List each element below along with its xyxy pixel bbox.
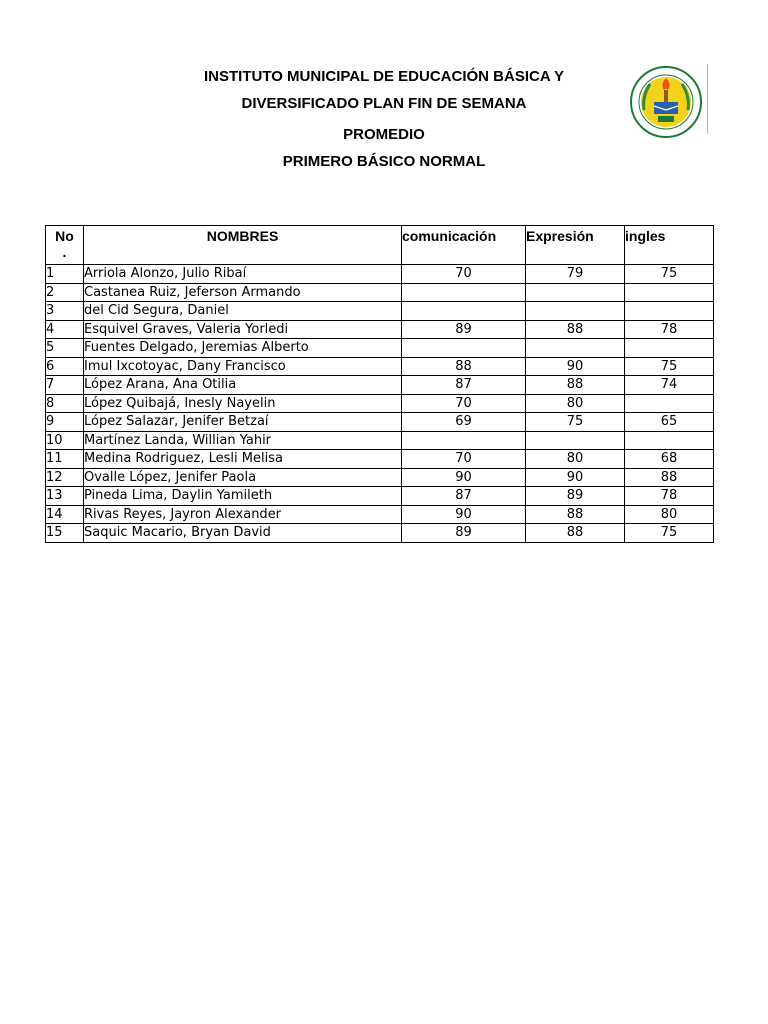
comunicacion-score-cell: 89 — [402, 524, 526, 543]
table-row — [46, 265, 714, 284]
student-name-cell: López Quibajá, Inesly Nayelin — [84, 394, 402, 413]
comunicacion-score-cell: 69 — [402, 413, 526, 432]
table-row — [46, 487, 714, 506]
row-number-cell: 1 — [46, 265, 84, 284]
expresion-score-cell: 75 — [526, 413, 625, 432]
table-row — [46, 413, 714, 432]
expresion-score-cell: 88 — [526, 524, 625, 543]
table-row — [46, 394, 714, 413]
document-subtitle: PROMEDIO — [343, 126, 425, 143]
student-name-cell: López Arana, Ana Otilia — [84, 376, 402, 395]
row-number-cell: 2 — [46, 283, 84, 302]
comunicacion-score-cell: 87 — [402, 376, 526, 395]
ingles-score-cell — [625, 339, 714, 358]
table-row — [46, 357, 714, 376]
ingles-score-cell: 78 — [625, 487, 714, 506]
row-number-cell: 15 — [46, 524, 84, 543]
table-header-row — [46, 226, 714, 265]
seal-divider — [707, 64, 708, 134]
table-row — [46, 468, 714, 487]
comunicacion-score-cell: 88 — [402, 357, 526, 376]
ingles-score-cell: 80 — [625, 505, 714, 524]
expresion-score-cell: 88 — [526, 376, 625, 395]
grades-table — [45, 225, 714, 543]
student-name-cell: del Cid Segura, Daniel — [84, 302, 402, 321]
student-name-cell: Medina Rodriguez, Lesli Melisa — [84, 450, 402, 469]
expresion-score-cell: 90 — [526, 357, 625, 376]
table-row — [46, 339, 714, 358]
expresion-score-cell — [526, 431, 625, 450]
student-name-cell: Castanea Ruiz, Jeferson Armando — [84, 283, 402, 302]
expresion-score-cell: 90 — [526, 468, 625, 487]
comunicacion-score-cell: 90 — [402, 468, 526, 487]
column-header-comunicacion: comunicación — [402, 226, 526, 265]
expresion-score-cell: 80 — [526, 450, 625, 469]
expresion-score-cell — [526, 302, 625, 321]
student-name-cell: Ovalle López, Jenifer Paola — [84, 468, 402, 487]
institution-name-line-2: DIVERSIFICADO PLAN FIN DE SEMANA — [241, 95, 527, 112]
row-number-cell: 4 — [46, 320, 84, 339]
row-number-cell: 7 — [46, 376, 84, 395]
row-number-cell: 5 — [46, 339, 84, 358]
ingles-score-cell: 65 — [625, 413, 714, 432]
table-row — [46, 505, 714, 524]
expresion-score-cell: 80 — [526, 394, 625, 413]
expresion-score-cell: 79 — [526, 265, 625, 284]
table-row — [46, 320, 714, 339]
comunicacion-score-cell — [402, 283, 526, 302]
ingles-score-cell — [625, 431, 714, 450]
student-name-cell: Saquic Macario, Bryan David — [84, 524, 402, 543]
ingles-score-cell: 78 — [625, 320, 714, 339]
table-row — [46, 302, 714, 321]
row-number-cell: 12 — [46, 468, 84, 487]
table-row — [46, 524, 714, 543]
table-row — [46, 450, 714, 469]
expresion-score-cell: 88 — [526, 320, 625, 339]
student-name-cell: Arriola Alonzo, Julio Ribaí — [84, 265, 402, 284]
expresion-score-cell: 88 — [526, 505, 625, 524]
ingles-score-cell: 75 — [625, 357, 714, 376]
column-header-expresion: Expresión — [526, 226, 625, 265]
row-number-cell: 9 — [46, 413, 84, 432]
column-header-names: NOMBRES — [84, 226, 402, 265]
table-row — [46, 376, 714, 395]
comunicacion-score-cell: 70 — [402, 265, 526, 284]
comunicacion-score-cell — [402, 431, 526, 450]
institution-seal-logo — [630, 66, 702, 138]
comunicacion-score-cell: 70 — [402, 394, 526, 413]
ingles-score-cell — [625, 283, 714, 302]
table-row — [46, 431, 714, 450]
ingles-score-cell — [625, 302, 714, 321]
row-number-cell: 14 — [46, 505, 84, 524]
column-header-number: No . — [46, 226, 84, 265]
institution-name-line-1: INSTITUTO MUNICIPAL DE EDUCACIÓN BÁSICA Y — [203, 68, 565, 85]
row-number-cell: 6 — [46, 357, 84, 376]
ingles-score-cell: 88 — [625, 468, 714, 487]
grade-level-title: PRIMERO BÁSICO NORMAL — [282, 153, 486, 170]
row-number-cell: 10 — [46, 431, 84, 450]
student-name-cell: Fuentes Delgado, Jeremias Alberto — [84, 339, 402, 358]
student-name-cell: López Salazar, Jenifer Betzaí — [84, 413, 402, 432]
comunicacion-score-cell: 89 — [402, 320, 526, 339]
comunicacion-score-cell: 70 — [402, 450, 526, 469]
expresion-score-cell — [526, 283, 625, 302]
row-number-cell: 8 — [46, 394, 84, 413]
comunicacion-score-cell: 87 — [402, 487, 526, 506]
ingles-score-cell: 75 — [625, 524, 714, 543]
student-name-cell: Rivas Reyes, Jayron Alexander — [84, 505, 402, 524]
comunicacion-score-cell — [402, 339, 526, 358]
expresion-score-cell: 89 — [526, 487, 625, 506]
row-number-cell: 13 — [46, 487, 84, 506]
student-name-cell: Pineda Lima, Daylin Yamileth — [84, 487, 402, 506]
table-row — [46, 283, 714, 302]
row-number-cell: 11 — [46, 450, 84, 469]
comunicacion-score-cell — [402, 302, 526, 321]
student-name-cell: Imul Ixcotoyac, Dany Francisco — [84, 357, 402, 376]
row-number-cell: 3 — [46, 302, 84, 321]
ingles-score-cell — [625, 394, 714, 413]
ingles-score-cell: 74 — [625, 376, 714, 395]
student-name-cell: Martínez Landa, Willian Yahir — [84, 431, 402, 450]
column-header-ingles: ingles — [625, 226, 714, 265]
student-name-cell: Esquivel Graves, Valeria Yorledi — [84, 320, 402, 339]
comunicacion-score-cell: 90 — [402, 505, 526, 524]
expresion-score-cell — [526, 339, 625, 358]
ingles-score-cell: 68 — [625, 450, 714, 469]
ingles-score-cell: 75 — [625, 265, 714, 284]
